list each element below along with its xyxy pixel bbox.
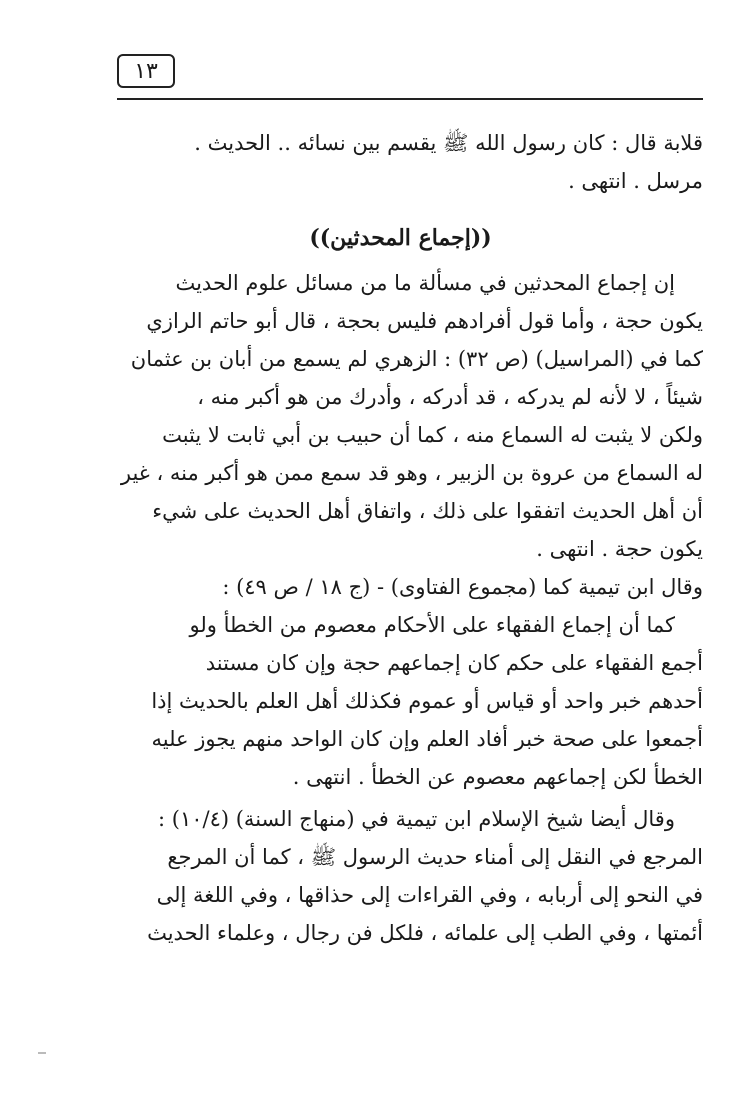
page-number: ١٣	[134, 58, 158, 84]
paragraph-line: المرجع في النقل إلى أمناء حديث الرسول ﷺ ، كما أن المرجع	[167, 845, 703, 869]
intro-block	[98, 124, 703, 200]
paragraph-2	[98, 568, 703, 796]
paragraph-line: كما أن إجماع الفقهاء على الأحكام معصوم من الخطأ ولو	[189, 613, 675, 637]
paragraph-line: له السماع من عروة بن الزبير ، وهو قد سمع ممن هو أكبر منه ، غير	[120, 461, 703, 485]
header-rule	[117, 98, 703, 100]
paragraph-intro: وقال ابن تيمية كما (مجموع الفتاوى) - (ج ١٨ / ص ٤٩) :	[222, 575, 703, 599]
paragraph-line: أئمتها ، وفي الطب إلى علمائه ، فلكل فن رجال ، وعلماء الحديث	[147, 921, 703, 945]
paragraph-3	[98, 800, 703, 952]
paragraph-line: أحدهم خبر واحد أو قياس أو عموم فكذلك أهل العلم بالحديث إذا	[151, 689, 703, 713]
paragraph-line: يكون حجة . انتهى .	[536, 537, 703, 561]
paragraph-intro: وقال أيضا شيخ الإسلام ابن تيمية في (منهاج السنة) (١٠/٤) :	[158, 807, 675, 831]
paragraph-line: ولكن لا يثبت له السماع منه ، كما أن حبيب بن أبي ثابت لا يثبت	[162, 423, 703, 447]
paragraph-line: أجمعوا على صحة خبر أفاد العلم وإن كان الواحد منهم يجوز عليه	[151, 727, 703, 751]
paragraph-line: في النحو إلى أربابه ، وفي القراءات إلى حذاقها ، وفي اللغة إلى	[156, 883, 703, 907]
paragraph-line: كما في (المراسيل) (ص ٣٢) : الزهري لم يسمع من أبان بن عثمان	[130, 347, 703, 371]
intro-line: مرسل . انتهى .	[568, 169, 703, 193]
paragraph-1	[98, 264, 703, 568]
paragraph-line: يكون حجة ، وأما قول أفرادهم فليس بحجة ، قال أبو حاتم الرازي	[146, 309, 703, 333]
paragraph-line: شيئاً ، لا لأنه لم يدركه ، قد أدركه ، وأدرك من هو أكبر منه ،	[197, 385, 703, 409]
scan-mark	[38, 1052, 46, 1054]
section-title: ((إجماع المحدثين))	[309, 225, 492, 251]
page-number-box	[117, 54, 175, 88]
page-content	[98, 124, 703, 952]
paragraph-line: أن أهل الحديث اتفقوا على ذلك ، واتفاق أهل الحديث على شيء	[152, 499, 703, 523]
paragraph-line: إن إجماع المحدثين في مسألة ما من مسائل علوم الحديث	[175, 271, 675, 295]
intro-line: قلابة قال : كان رسول الله ﷺ يقسم بين نسائه .. الحديث .	[194, 131, 703, 155]
paragraph-line: أجمع الفقهاء على حكم كان إجماعهم حجة وإن كان مستند	[205, 651, 703, 675]
paragraph-line: الخطأ لكن إجماعهم معصوم عن الخطأ . انتهى .	[292, 765, 703, 789]
